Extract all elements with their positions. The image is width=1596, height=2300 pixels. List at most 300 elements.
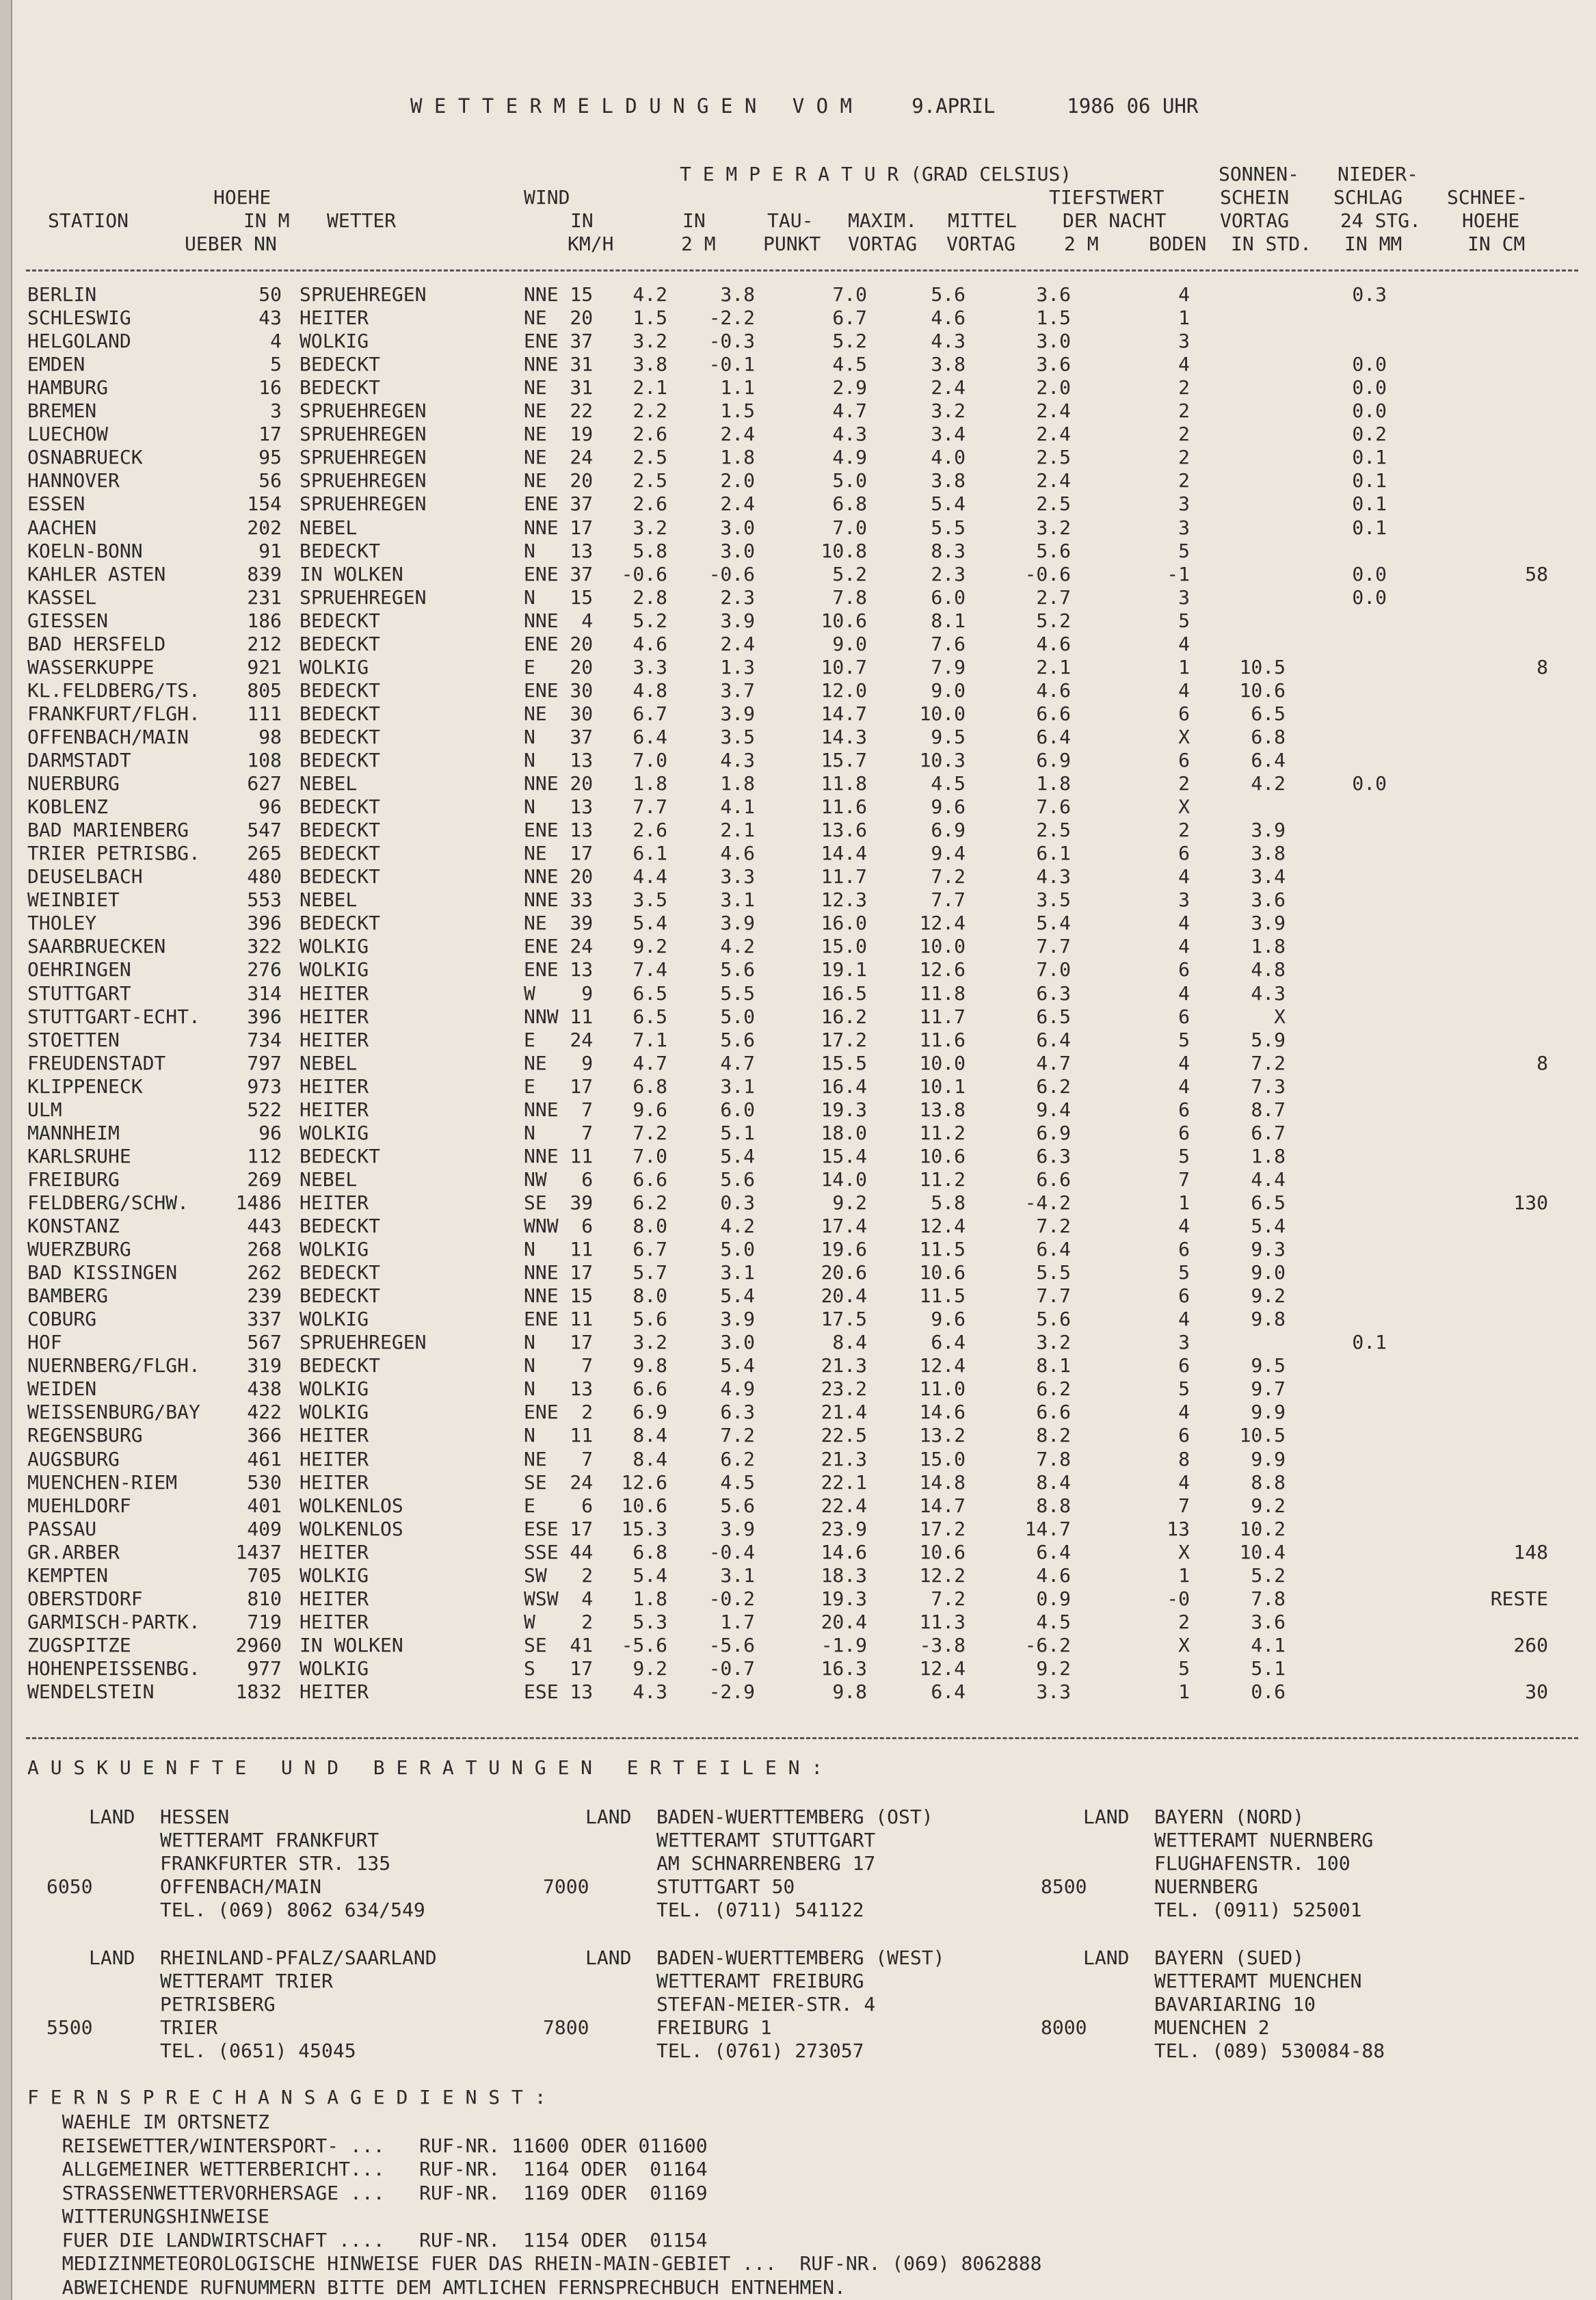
cell-temp-2m: 5.8 bbox=[633, 539, 667, 562]
cell-tiefst-2m: 4.6 bbox=[1036, 678, 1071, 702]
cell-taupunkt: 3.1 bbox=[720, 1074, 755, 1098]
cell-taupunkt: 5.4 bbox=[720, 1354, 755, 1377]
cell-hoehe: 805 bbox=[247, 678, 282, 702]
hdr-wind: WIND bbox=[524, 186, 570, 209]
cell-wetter: HEITER bbox=[300, 1424, 369, 1447]
cell-temp-2m: 3.5 bbox=[633, 888, 667, 912]
cell-station: BERLIN bbox=[27, 283, 97, 306]
hdr-wetter: WETTER bbox=[327, 209, 397, 232]
address-land: LAND bbox=[1083, 1806, 1130, 1828]
cell-tiefst-boden: 3 bbox=[1178, 585, 1190, 609]
cell-wetter: HEITER bbox=[300, 1098, 369, 1121]
cell-maxim: 16.3 bbox=[821, 1656, 867, 1680]
cell-tiefst-2m: 3.5 bbox=[1036, 888, 1071, 912]
cell-wetter: BEDECKT bbox=[300, 376, 381, 399]
cell-station: BAD HERSFELD bbox=[27, 632, 166, 655]
cell-tiefst-boden: 4 bbox=[1178, 1074, 1190, 1098]
cell-maxim: 17.4 bbox=[821, 1215, 867, 1237]
cell-tiefst-2m: 6.4 bbox=[1036, 725, 1071, 748]
cell-wetter: BEDECKT bbox=[300, 702, 381, 725]
cell-hoehe: 5 bbox=[270, 353, 282, 376]
cell-maxim: 19.3 bbox=[821, 1587, 867, 1610]
cell-station: MANNHEIM bbox=[27, 1121, 120, 1144]
address-line: PETRISBERG bbox=[160, 1993, 276, 2015]
cell-tiefst-2m: 6.6 bbox=[1036, 1401, 1071, 1424]
cell-wetter: BEDECKT bbox=[300, 725, 381, 748]
cell-wetter: HEITER bbox=[300, 1447, 369, 1470]
cell-temp-2m: 3.2 bbox=[633, 1331, 667, 1354]
cell-wetter: BEDECKT bbox=[300, 1261, 381, 1284]
cell-wind: NE 22 bbox=[524, 399, 594, 423]
cell-wind: NNE 15 bbox=[524, 1284, 594, 1308]
cell-mittel: 7.7 bbox=[931, 888, 966, 912]
cell-hoehe: 56 bbox=[258, 469, 282, 492]
cell-mittel: 9.0 bbox=[931, 678, 966, 702]
cell-tiefst-2m: 2.5 bbox=[1036, 492, 1071, 516]
cell-tiefst-boden: 4 bbox=[1178, 353, 1190, 376]
cell-tiefst-2m: 5.2 bbox=[1036, 609, 1071, 632]
cell-temp-2m: 7.4 bbox=[633, 958, 667, 981]
cell-mittel: 12.2 bbox=[919, 1563, 966, 1587]
cell-wind: E 6 bbox=[524, 1494, 594, 1517]
cell-tiefst-2m: 3.0 bbox=[1036, 330, 1071, 353]
cell-temp-2m: 6.5 bbox=[633, 981, 667, 1005]
cell-temp-2m: 5.4 bbox=[633, 912, 667, 935]
cell-tiefst-boden: X bbox=[1178, 1633, 1190, 1656]
cell-hoehe: 108 bbox=[247, 749, 282, 771]
cell-taupunkt: 3.3 bbox=[720, 865, 755, 888]
hdr-stg: 24 STG. bbox=[1340, 209, 1422, 232]
cell-wind: NNE 4 bbox=[524, 609, 594, 632]
cell-taupunkt: -0.3 bbox=[708, 330, 755, 353]
cell-station: FREUDENSTADT bbox=[27, 1051, 166, 1074]
address-land: LAND bbox=[89, 1946, 135, 1969]
cell-wind: NE 31 bbox=[524, 376, 594, 399]
cell-tiefst-boden: 13 bbox=[1167, 1517, 1190, 1540]
cell-station: KEMPTEN bbox=[27, 1563, 109, 1587]
address-line: WETTERAMT FREIBURG bbox=[656, 1970, 864, 1992]
cell-wetter: HEITER bbox=[300, 1587, 369, 1610]
cell-station: STUTTGART-ECHT. bbox=[27, 1005, 200, 1028]
cell-hoehe: 3 bbox=[270, 399, 282, 423]
cell-maxim: 10.7 bbox=[821, 655, 867, 678]
cell-maxim: 20.4 bbox=[821, 1284, 867, 1308]
cell-taupunkt: 4.9 bbox=[720, 1377, 755, 1401]
cell-tiefst-boden: 6 bbox=[1178, 1284, 1190, 1308]
cell-station: HAMBURG bbox=[27, 376, 109, 399]
cell-wind: NNE 31 bbox=[524, 353, 594, 376]
cell-tiefst-2m: 7.6 bbox=[1036, 795, 1071, 819]
cell-taupunkt: 5.4 bbox=[720, 1144, 755, 1167]
cell-hoehe: 422 bbox=[247, 1401, 282, 1424]
cell-sonnenschein: 9.0 bbox=[1251, 1261, 1286, 1284]
cell-temp-2m: -5.6 bbox=[621, 1633, 667, 1656]
address-land: LAND bbox=[585, 1806, 632, 1828]
cell-maxim: 15.0 bbox=[821, 935, 867, 958]
cell-temp-2m: 6.6 bbox=[633, 1377, 667, 1401]
cell-taupunkt: 3.7 bbox=[720, 678, 755, 702]
cell-wetter: WOLKIG bbox=[300, 655, 369, 678]
cell-station: AACHEN bbox=[27, 516, 97, 539]
cell-maxim: 7.0 bbox=[832, 516, 867, 539]
cell-sonnenschein: 9.2 bbox=[1251, 1284, 1286, 1308]
cell-maxim: 5.2 bbox=[832, 330, 867, 353]
cell-wetter: BEDECKT bbox=[300, 632, 381, 655]
cell-station: KONSTANZ bbox=[27, 1215, 120, 1237]
cell-schneehoehe: 260 bbox=[1513, 1633, 1548, 1656]
cell-sonnenschein: 6.7 bbox=[1251, 1121, 1286, 1144]
address-plz: 8500 bbox=[1041, 1875, 1087, 1898]
phone-service-line: FUER DIE LANDWIRTSCHAFT .... RUF-NR. 1154 ODER 01154 bbox=[27, 2228, 708, 2251]
table-end-rule bbox=[26, 1737, 1578, 1739]
cell-station: OEHRINGEN bbox=[27, 958, 131, 981]
cell-wind: N 15 bbox=[524, 585, 594, 609]
cell-maxim: 4.3 bbox=[832, 423, 867, 446]
cell-wind: NE 24 bbox=[524, 446, 594, 469]
cell-taupunkt: 6.3 bbox=[720, 1401, 755, 1424]
hdr-der-nacht: DER NACHT bbox=[1063, 209, 1167, 232]
hdr-wind-in: IN bbox=[570, 209, 594, 232]
cell-sonnenschein: 9.3 bbox=[1251, 1238, 1286, 1261]
cell-tiefst-boden: 5 bbox=[1178, 1656, 1190, 1680]
cell-mittel: 14.6 bbox=[919, 1401, 966, 1424]
cell-wind: NW 6 bbox=[524, 1167, 594, 1191]
phone-service-line: MEDIZINMETEOROLOGISCHE HINWEISE FUER DAS RHEIN-MAIN-GEBIET ... RUF-NR. (069) 8062888 bbox=[27, 2252, 1042, 2275]
cell-wind: WNW 6 bbox=[524, 1215, 594, 1237]
hdr-temperatur: T E M P E R A T U R (GRAD CELSIUS) bbox=[680, 163, 1072, 185]
cell-wetter: WOLKIG bbox=[300, 958, 369, 981]
cell-wetter: BEDECKT bbox=[300, 539, 381, 562]
hdr-vortag3: VORTAG bbox=[1220, 209, 1290, 232]
cell-mittel: 9.5 bbox=[931, 725, 966, 748]
phone-service-line: STRASSENWETTERVORHERSAGE ... RUF-NR. 1169 ODER 01169 bbox=[27, 2181, 708, 2204]
cell-maxim: 16.5 bbox=[821, 981, 867, 1005]
address-land: LAND bbox=[1083, 1946, 1130, 1969]
cell-temp-2m: 8.4 bbox=[633, 1447, 667, 1470]
cell-temp-2m: 5.2 bbox=[633, 609, 667, 632]
cell-taupunkt: 5.5 bbox=[720, 981, 755, 1005]
cell-hoehe: 212 bbox=[247, 632, 282, 655]
cell-hoehe: 567 bbox=[247, 1331, 282, 1354]
cell-station: ULM bbox=[27, 1098, 62, 1121]
hdr-kmh: KM/H bbox=[568, 233, 614, 255]
cell-wind: N 7 bbox=[524, 1354, 594, 1377]
cell-mittel: 11.5 bbox=[919, 1284, 966, 1308]
cell-station: KOBLENZ bbox=[27, 795, 109, 819]
cell-tiefst-boden: 2 bbox=[1178, 446, 1190, 469]
address-region: BADEN-WUERTTEMBERG (OST) bbox=[656, 1806, 933, 1828]
cell-wind: NE 19 bbox=[524, 423, 594, 446]
cell-station: MUENCHEN-RIEM bbox=[27, 1470, 178, 1494]
cell-sonnenschein: 4.1 bbox=[1251, 1633, 1286, 1656]
cell-tiefst-2m: 7.2 bbox=[1036, 1215, 1071, 1237]
cell-mittel: 6.4 bbox=[931, 1680, 966, 1703]
cell-tiefst-boden: 6 bbox=[1178, 958, 1190, 981]
cell-sonnenschein: 5.1 bbox=[1251, 1656, 1286, 1680]
cell-hoehe: 839 bbox=[247, 562, 282, 585]
cell-mittel: 10.0 bbox=[919, 1051, 966, 1074]
hdr-ueber-nn: UEBER NN bbox=[185, 233, 277, 255]
address-line: TEL. (0761) 273057 bbox=[656, 2039, 864, 2062]
cell-tiefst-boden: 2 bbox=[1178, 469, 1190, 492]
cell-wind: SE 39 bbox=[524, 1191, 594, 1214]
cell-wetter: BEDECKT bbox=[300, 865, 381, 888]
cell-wetter: BEDECKT bbox=[300, 749, 381, 771]
cell-sonnenschein: 3.6 bbox=[1251, 888, 1286, 912]
address-line: TEL. (0711) 541122 bbox=[656, 1899, 864, 1921]
cell-tiefst-2m: 8.1 bbox=[1036, 1354, 1071, 1377]
cell-sonnenschein: 0.6 bbox=[1251, 1680, 1286, 1703]
hdr-maxim: MAXIM. bbox=[848, 209, 918, 232]
cell-tiefst-2m: 6.6 bbox=[1036, 1167, 1071, 1191]
cell-temp-2m: 2.6 bbox=[633, 492, 667, 516]
cell-taupunkt: 5.6 bbox=[720, 958, 755, 981]
cell-wetter: BEDECKT bbox=[300, 609, 381, 632]
cell-wind: ENE 37 bbox=[524, 330, 594, 353]
cell-mittel: 3.8 bbox=[931, 353, 966, 376]
cell-taupunkt: 5.0 bbox=[720, 1238, 755, 1261]
cell-wetter: WOLKIG bbox=[300, 1656, 369, 1680]
cell-station: OFFENBACH/MAIN bbox=[27, 725, 189, 748]
cell-temp-2m: 7.0 bbox=[633, 749, 667, 771]
cell-hoehe: 810 bbox=[247, 1587, 282, 1610]
cell-niederschlag: 0.0 bbox=[1352, 772, 1387, 795]
cell-station: BREMEN bbox=[27, 399, 97, 423]
cell-hoehe: 4 bbox=[270, 330, 282, 353]
cell-sonnenschein: 5.9 bbox=[1251, 1028, 1286, 1051]
header-rule bbox=[26, 269, 1578, 272]
cell-wetter: HEITER bbox=[300, 1470, 369, 1494]
cell-wind: S 17 bbox=[524, 1656, 594, 1680]
cell-mittel: 5.8 bbox=[931, 1191, 966, 1214]
address-line: NUERNBERG bbox=[1154, 1875, 1258, 1898]
cell-wetter: NEBEL bbox=[300, 888, 358, 912]
cell-temp-2m: 1.5 bbox=[633, 306, 667, 330]
cell-mittel: 10.6 bbox=[919, 1261, 966, 1284]
hdr-t-2m: 2 M bbox=[681, 233, 716, 255]
cell-tiefst-boden: 4 bbox=[1178, 1051, 1190, 1074]
hdr-in-mm: IN MM bbox=[1344, 233, 1402, 255]
cell-niederschlag: 0.3 bbox=[1352, 283, 1387, 306]
cell-sonnenschein: 3.4 bbox=[1251, 865, 1286, 888]
hdr-vortag1: VORTAG bbox=[848, 233, 918, 255]
cell-station: DEUSELBACH bbox=[27, 865, 143, 888]
cell-taupunkt: 4.5 bbox=[720, 1470, 755, 1494]
cell-wind: SE 24 bbox=[524, 1470, 594, 1494]
cell-wind: SSE 44 bbox=[524, 1540, 594, 1563]
cell-sonnenschein: 7.8 bbox=[1251, 1587, 1286, 1610]
cell-hoehe: 719 bbox=[247, 1610, 282, 1633]
cell-wetter: HEITER bbox=[300, 1610, 369, 1633]
cell-station: MUEHLDORF bbox=[27, 1494, 131, 1517]
cell-temp-2m: 4.6 bbox=[633, 632, 667, 655]
cell-wetter: BEDECKT bbox=[300, 1354, 381, 1377]
address-line: TEL. (0911) 525001 bbox=[1154, 1899, 1362, 1921]
cell-wind: ENE 13 bbox=[524, 958, 594, 981]
cell-sonnenschein: 10.5 bbox=[1239, 655, 1286, 678]
cell-station: FRANKFURT/FLGH. bbox=[27, 702, 200, 725]
address-line: WETTERAMT MUENCHEN bbox=[1154, 1970, 1362, 1992]
cell-temp-2m: 3.8 bbox=[633, 353, 667, 376]
cell-tiefst-boden: 4 bbox=[1178, 865, 1190, 888]
cell-hoehe: 314 bbox=[247, 981, 282, 1005]
cell-station: AUGSBURG bbox=[27, 1447, 120, 1470]
cell-hoehe: 265 bbox=[247, 842, 282, 865]
cell-sonnenschein: 6.5 bbox=[1251, 1191, 1286, 1214]
cell-hoehe: 202 bbox=[247, 516, 282, 539]
cell-temp-2m: 6.8 bbox=[633, 1074, 667, 1098]
cell-hoehe: 95 bbox=[258, 446, 282, 469]
cell-tiefst-boden: X bbox=[1178, 725, 1190, 748]
cell-tiefst-boden: 5 bbox=[1178, 1377, 1190, 1401]
cell-niederschlag: 0.0 bbox=[1352, 376, 1387, 399]
cell-taupunkt: 1.1 bbox=[720, 376, 755, 399]
cell-maxim: 9.8 bbox=[832, 1680, 867, 1703]
cell-temp-2m: 4.8 bbox=[633, 678, 667, 702]
cell-wind: NNW 11 bbox=[524, 1005, 594, 1028]
cell-mittel: 11.8 bbox=[919, 981, 966, 1005]
cell-wind: N 7 bbox=[524, 1121, 594, 1144]
cell-taupunkt: 4.6 bbox=[720, 842, 755, 865]
cell-station: WUERZBURG bbox=[27, 1238, 131, 1261]
cell-tiefst-2m: -4.2 bbox=[1024, 1191, 1071, 1214]
cell-station: EMDEN bbox=[27, 353, 85, 376]
cell-wind: NNE 17 bbox=[524, 516, 594, 539]
cell-wind: ESE 17 bbox=[524, 1517, 594, 1540]
cell-wetter: SPRUEHREGEN bbox=[300, 585, 427, 609]
cell-tiefst-2m: 5.4 bbox=[1036, 912, 1071, 935]
cell-sonnenschein: 10.2 bbox=[1239, 1517, 1286, 1540]
cell-tiefst-2m: 2.4 bbox=[1036, 423, 1071, 446]
cell-wetter: SPRUEHREGEN bbox=[300, 469, 427, 492]
cell-wind: NNE 17 bbox=[524, 1261, 594, 1284]
cell-temp-2m: 3.3 bbox=[633, 655, 667, 678]
address-region: BAYERN (SUED) bbox=[1154, 1946, 1305, 1969]
cell-maxim: 4.7 bbox=[832, 399, 867, 423]
cell-wind: E 24 bbox=[524, 1028, 594, 1051]
cell-niederschlag: 0.1 bbox=[1352, 516, 1387, 539]
cell-taupunkt: 6.0 bbox=[720, 1098, 755, 1121]
cell-hoehe: 239 bbox=[247, 1284, 282, 1308]
cell-hoehe: 734 bbox=[247, 1028, 282, 1051]
hdr-punkt: PUNKT bbox=[763, 233, 821, 255]
cell-mittel: 12.4 bbox=[919, 1215, 966, 1237]
cell-hoehe: 530 bbox=[247, 1470, 282, 1494]
cell-maxim: 22.1 bbox=[821, 1470, 867, 1494]
cell-temp-2m: 15.3 bbox=[621, 1517, 667, 1540]
cell-station: KL.FELDBERG/TS. bbox=[27, 678, 200, 702]
cell-wind: NE 9 bbox=[524, 1051, 594, 1074]
cell-wetter: SPRUEHREGEN bbox=[300, 446, 427, 469]
fernsprech-heading: F E R N S P R E C H A N S A G E D I E N S T : bbox=[27, 2086, 546, 2109]
cell-hoehe: 366 bbox=[247, 1424, 282, 1447]
cell-taupunkt: -5.6 bbox=[708, 1633, 755, 1656]
cell-station: GR.ARBER bbox=[27, 1540, 120, 1563]
hdr-hoehe2: HOEHE bbox=[1462, 209, 1520, 232]
cell-mittel: 5.5 bbox=[931, 516, 966, 539]
cell-hoehe: 973 bbox=[247, 1074, 282, 1098]
cell-station: STUTTGART bbox=[27, 981, 131, 1005]
cell-tiefst-boden: 5 bbox=[1178, 609, 1190, 632]
cell-taupunkt: 5.6 bbox=[720, 1028, 755, 1051]
cell-maxim: 21.4 bbox=[821, 1401, 867, 1424]
cell-tiefst-2m: 2.4 bbox=[1036, 399, 1071, 423]
cell-tiefst-boden: 3 bbox=[1178, 888, 1190, 912]
hdr-in-m: IN M bbox=[243, 209, 290, 232]
cell-mittel: 7.2 bbox=[931, 1587, 966, 1610]
cell-sonnenschein: 9.8 bbox=[1251, 1308, 1286, 1331]
cell-maxim: 6.7 bbox=[832, 306, 867, 330]
address-line: WETTERAMT TRIER bbox=[160, 1970, 333, 1992]
cell-tiefst-boden: 2 bbox=[1178, 399, 1190, 423]
cell-mittel: 11.3 bbox=[919, 1610, 966, 1633]
cell-taupunkt: -0.1 bbox=[708, 353, 755, 376]
phone-service-line: WAEHLE IM ORTSNETZ bbox=[27, 2111, 270, 2133]
address-line: TRIER bbox=[160, 2016, 218, 2039]
cell-wind: ENE 20 bbox=[524, 632, 594, 655]
cell-maxim: 10.6 bbox=[821, 609, 867, 632]
cell-tiefst-2m: 3.6 bbox=[1036, 283, 1071, 306]
cell-maxim: 4.5 bbox=[832, 353, 867, 376]
cell-mittel: 8.1 bbox=[931, 609, 966, 632]
hdr-sonnen: SONNEN- bbox=[1219, 163, 1300, 185]
cell-tiefst-boden: 2 bbox=[1178, 819, 1190, 842]
cell-niederschlag: 0.0 bbox=[1352, 562, 1387, 585]
cell-sonnenschein: 10.4 bbox=[1239, 1540, 1286, 1563]
cell-hoehe: 396 bbox=[247, 1005, 282, 1028]
cell-maxim: 11.8 bbox=[821, 772, 867, 795]
cell-tiefst-boden: 4 bbox=[1178, 935, 1190, 958]
cell-tiefst-boden: 7 bbox=[1178, 1167, 1190, 1191]
cell-tiefst-2m: 2.5 bbox=[1036, 446, 1071, 469]
cell-mittel: 10.0 bbox=[919, 702, 966, 725]
cell-niederschlag: 0.1 bbox=[1352, 492, 1387, 516]
cell-wind: N 13 bbox=[524, 795, 594, 819]
cell-wind: NE 20 bbox=[524, 306, 594, 330]
cell-sonnenschein: 4.3 bbox=[1251, 981, 1286, 1005]
cell-hoehe: 1437 bbox=[235, 1540, 282, 1563]
cell-wetter: SPRUEHREGEN bbox=[300, 423, 427, 446]
cell-sonnenschein: X bbox=[1274, 1005, 1286, 1028]
cell-temp-2m: 1.8 bbox=[633, 1587, 667, 1610]
cell-sonnenschein: 6.8 bbox=[1251, 725, 1286, 748]
cell-maxim: 6.8 bbox=[832, 492, 867, 516]
cell-tiefst-2m: 2.7 bbox=[1036, 585, 1071, 609]
cell-maxim: 17.5 bbox=[821, 1308, 867, 1331]
cell-wind: NE 17 bbox=[524, 842, 594, 865]
cell-station: OSNABRUECK bbox=[27, 446, 143, 469]
cell-tiefst-boden: 6 bbox=[1178, 1098, 1190, 1121]
cell-sonnenschein: 9.9 bbox=[1251, 1447, 1286, 1470]
cell-wind: N 37 bbox=[524, 725, 594, 748]
cell-wetter: NEBEL bbox=[300, 516, 358, 539]
phone-service-line: ABWEICHENDE RUFNUMMERN BITTE DEM AMTLICHEN FERNSPRECHBUCH ENTNEHMEN. bbox=[27, 2275, 846, 2299]
cell-sonnenschein: 3.6 bbox=[1251, 1610, 1286, 1633]
cell-maxim: 21.3 bbox=[821, 1354, 867, 1377]
cell-tiefst-boden: -0 bbox=[1167, 1587, 1190, 1610]
cell-wetter: BEDECKT bbox=[300, 819, 381, 842]
cell-taupunkt: 0.3 bbox=[720, 1191, 755, 1214]
cell-temp-2m: 6.6 bbox=[633, 1167, 667, 1191]
cell-wetter: WOLKIG bbox=[300, 1121, 369, 1144]
cell-temp-2m: 4.2 bbox=[633, 283, 667, 306]
address-land: LAND bbox=[89, 1806, 135, 1828]
cell-mittel: 3.4 bbox=[931, 423, 966, 446]
hdr-boden: BODEN bbox=[1149, 233, 1207, 255]
cell-wetter: WOLKIG bbox=[300, 1377, 369, 1401]
cell-tiefst-boden: 6 bbox=[1178, 1121, 1190, 1144]
address-plz: 7800 bbox=[543, 2016, 589, 2039]
